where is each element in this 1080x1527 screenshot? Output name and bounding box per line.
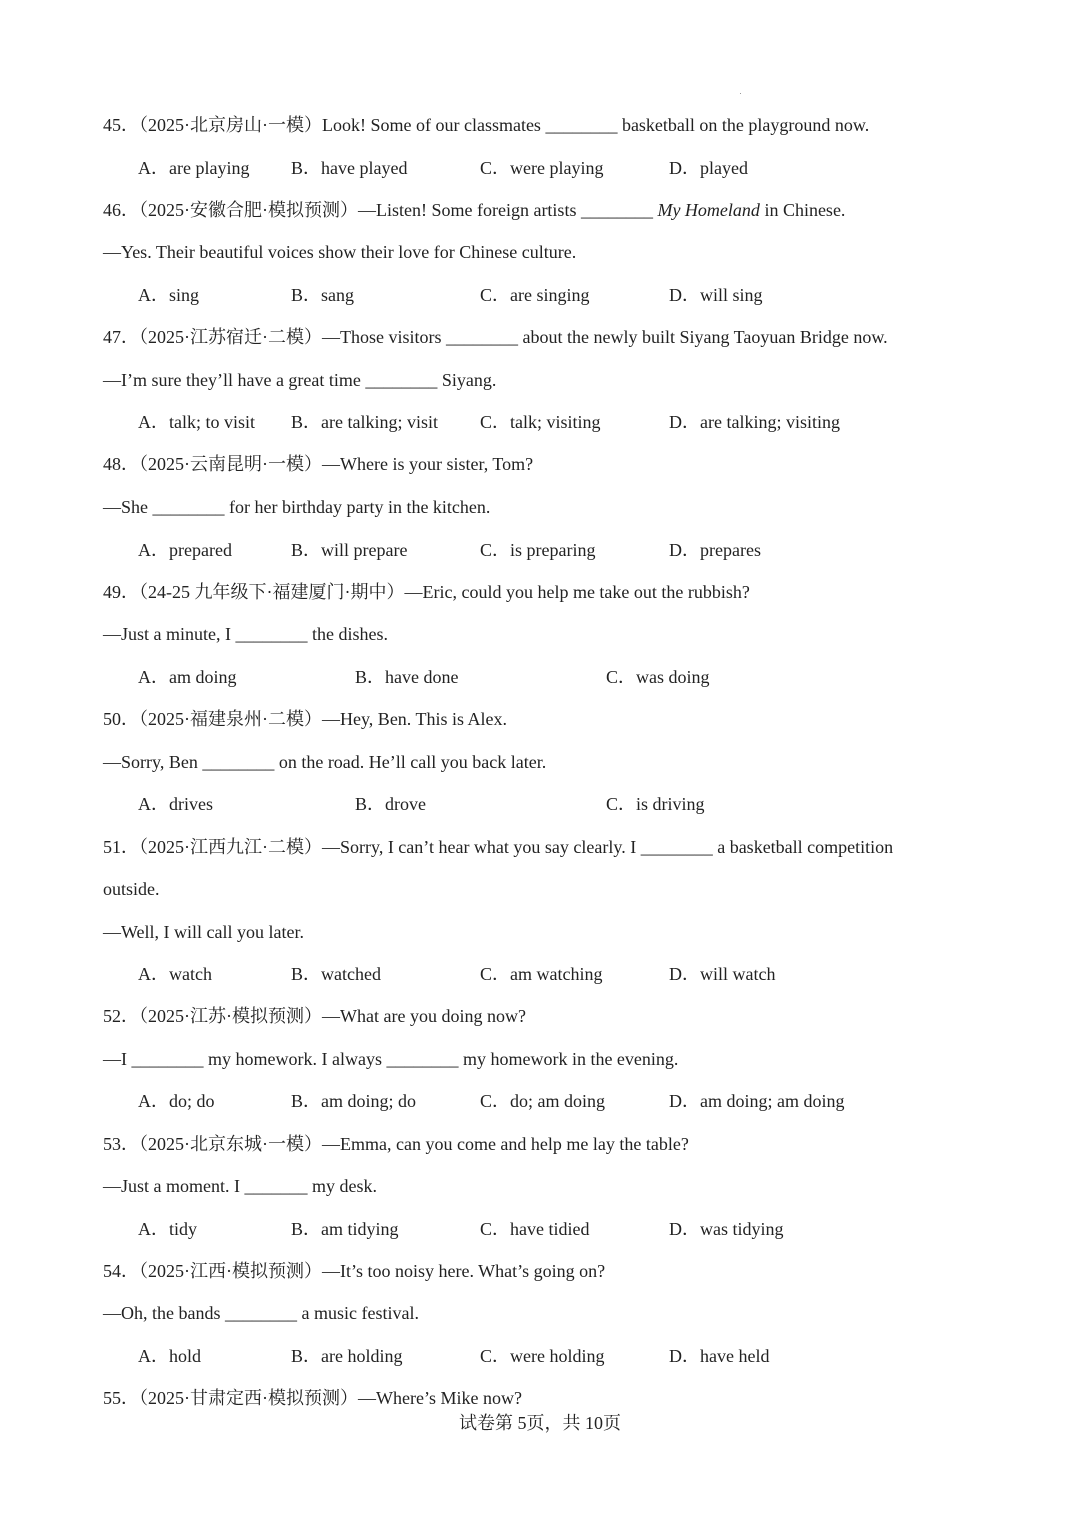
q53-option-c: C．have tidied — [480, 1219, 590, 1239]
q54-option-b: B．are holding — [291, 1346, 403, 1366]
q54-option-a: A．hold — [138, 1346, 201, 1366]
question-47-reply: —I’m sure they’ll have a great time ________ Siyang. — [103, 370, 497, 390]
question-51-reply: —Well, I will call you later. — [103, 922, 304, 942]
question-48-reply: —She ________ for her birthday party in the kitchen. — [103, 497, 491, 517]
question-51-stem: 51．（2025·江西九江·二模）—Sorry, I can’t hear what you say clearly. I ________ a basketball competition — [103, 837, 894, 857]
q48-option-d: D．prepares — [669, 540, 761, 560]
q48-option-b: B．will prepare — [291, 540, 408, 560]
q51-option-c: C．am watching — [480, 964, 603, 984]
q54-option-d: D．have held — [669, 1346, 770, 1366]
q52-option-d: D．am doing; am doing — [669, 1091, 845, 1111]
question-46-reply: —Yes. Their beautiful voices show their love for Chinese culture. — [103, 242, 577, 262]
question-49-reply: —Just a minute, I ________ the dishes. — [103, 624, 388, 644]
page-footer: 试卷第 5页，共 10页 — [459, 1413, 621, 1433]
q45-option-b: B．have played — [291, 158, 408, 178]
q45-option-d: D．played — [669, 158, 748, 178]
q51-option-d: D．will watch — [669, 964, 776, 984]
q52-option-b: B．am doing; do — [291, 1091, 416, 1111]
question-49-stem: 49．（24-25 九年级下·福建厦门·期中）—Eric, could you help me take out the rubbish? — [103, 582, 750, 602]
q47-option-a: A．talk; to visit — [138, 412, 255, 432]
q51-option-b: B．watched — [291, 964, 381, 984]
q51-option-a: A．watch — [138, 964, 212, 984]
q54-option-c: C．were holding — [480, 1346, 605, 1366]
question-54-reply: —Oh, the bands ________ a music festival. — [103, 1303, 419, 1323]
song-title: My Homeland — [657, 200, 760, 220]
question-52-reply: —I ________ my homework. I always ________ my homework in the evening. — [103, 1049, 679, 1069]
q46-option-c: C．are singing — [480, 285, 590, 305]
question-47-stem: 47．（2025·江苏宿迁·二模）—Those visitors ________ about the newly built Siyang Taoyuan Bridge now. — [103, 327, 888, 347]
question-53-reply: —Just a moment. I _______ my desk. — [103, 1176, 377, 1196]
q53-option-a: A．tidy — [138, 1219, 198, 1239]
q49-option-b: B．have done — [355, 667, 459, 687]
q52-option-a: A．do; do — [138, 1091, 215, 1111]
q53-option-d: D．was tidying — [669, 1219, 784, 1239]
q52-option-c: C．do; am doing — [480, 1091, 605, 1111]
question-54-stem: 54．（2025·江西·模拟预测）—It’s too noisy here. What’s going on? — [103, 1261, 606, 1281]
question-51-stem-cont: outside. — [103, 879, 160, 899]
q45-option-a: A．are playing — [138, 158, 250, 178]
q48-option-c: C．is preparing — [480, 540, 596, 560]
question-53-stem: 53．（2025·北京东城·一模）—Emma, can you come and help me lay the table? — [103, 1134, 689, 1154]
q48-option-a: A．prepared — [138, 540, 232, 560]
question-45-stem: 45．（2025·北京房山·一模）Look! Some of our classmates ________ basketball on the playground now. — [103, 115, 870, 135]
question-50-stem: 50．（2025·福建泉州·二模）—Hey, Ben. This is Alex. — [103, 709, 507, 729]
q49-option-c: C．was doing — [606, 667, 710, 687]
scan-speck — [740, 93, 741, 94]
q50-option-a: A．drives — [138, 794, 213, 814]
question-46-stem: 46．（2025·安徽合肥·模拟预测）—Listen! Some foreign artists ________ My Homeland in Chinese. — [103, 200, 846, 220]
question-48-stem: 48．（2025·云南昆明·一模）—Where is your sister, Tom? — [103, 454, 534, 474]
q47-option-d: D．are talking; visiting — [669, 412, 840, 432]
q53-option-b: B．am tidying — [291, 1219, 399, 1239]
q46-option-a: A．sing — [138, 285, 200, 305]
q46-option-d: D．will sing — [669, 285, 763, 305]
question-50-reply: —Sorry, Ben ________ on the road. He’ll call you back later. — [103, 752, 547, 772]
question-52-stem: 52．（2025·江苏·模拟预测）—What are you doing now? — [103, 1006, 526, 1026]
q45-option-c: C．were playing — [480, 158, 604, 178]
question-55-stem: 55．（2025·甘肃定西·模拟预测）—Where’s Mike now? — [103, 1388, 522, 1408]
q47-option-b: B．are talking; visit — [291, 412, 438, 432]
q50-option-b: B．drove — [355, 794, 426, 814]
q47-option-c: C．talk; visiting — [480, 412, 601, 432]
q50-option-c: C．is driving — [606, 794, 705, 814]
q46-option-b: B．sang — [291, 285, 354, 305]
q49-option-a: A．am doing — [138, 667, 237, 687]
